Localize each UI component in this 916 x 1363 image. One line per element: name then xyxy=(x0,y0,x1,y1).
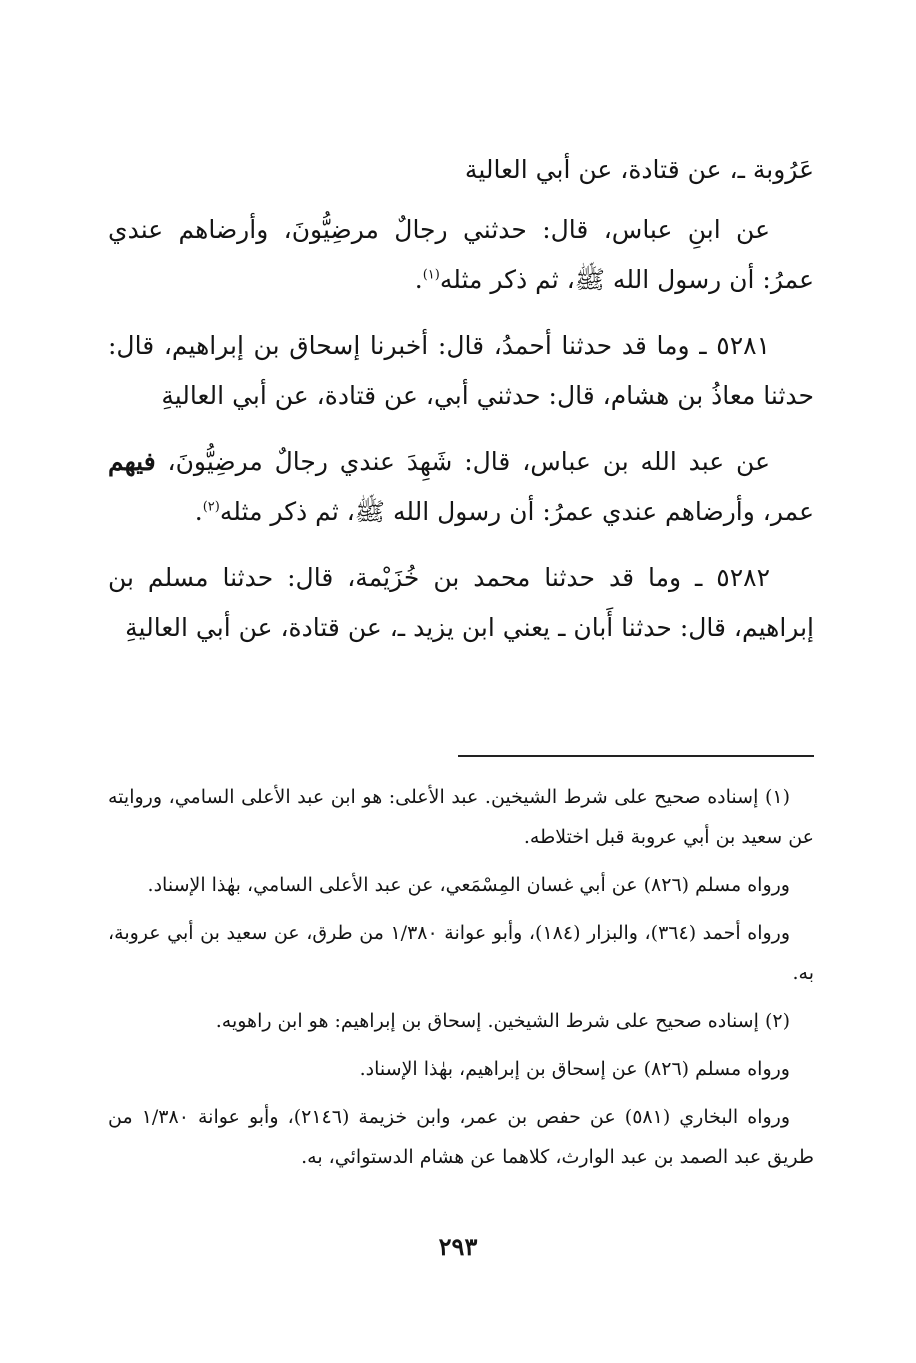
hadith-5282-text: وما قد حدثنا محمد بن خُزَيْمة، قال: حدثنا مسلم بن إبراهيم، قال: حدثنا أَبان ـ يعني ابن يزيد ـ، عن قتادة، عن أبي العاليةِ xyxy=(108,563,814,642)
hadith-5282-number: ٥٢٨٢ ـ xyxy=(695,563,770,592)
footnote-1-marker: (١) xyxy=(764,786,790,808)
footnote-2-marker: (٢) xyxy=(764,1010,790,1032)
main-text xyxy=(108,145,814,653)
opening-line-text: عَرُوبة ـ، عن قتادة، عن أبي العالية xyxy=(464,155,814,184)
hadith-5281 xyxy=(108,321,814,421)
footnote-1-line-3: ورواه أحمد (٣٦٤)، والبزار (١٨٤)، وأبو عوانة ١/٣٨٠ من طرق، عن سعيد بن أبي عروبة، به. xyxy=(108,922,814,984)
paragraph-2-text-continued: عمر، وأرضاهم عندي عمرُ: أن رسول الله ﷺ، ثم ذكر مثله xyxy=(219,497,814,526)
footnote-1 xyxy=(108,777,814,857)
hadith-5281-text: وما قد حدثنا أحمدُ، قال: أخبرنا إسحاق بن إبراهيم، قال: حدثنا معاذُ بن هشام، قال: حدثني أبي، عن قتادة، عن أبي العاليةِ xyxy=(108,331,814,410)
paragraph-1: عن ابنِ عباس، قال: حدثني رجالٌ مرضِيُّونَ، وأرضاهم عندي عمرُ: أن رسول الله ﷺ، ثم ذكر مثله$^{(١)}$. xyxy=(108,215,814,294)
footnote-1-line-2: ورواه مسلم (٨٢٦) عن أبي غسان المِسْمَعي، عن عبد الأعلى السامي، بهٰذا الإسناد. xyxy=(147,874,790,896)
opening-line xyxy=(108,145,814,195)
hadith-5282 xyxy=(108,553,814,653)
footnote-2-paragraph-3 xyxy=(108,1097,814,1177)
paragraph-2-text: عن عبد الله بن عباس، قال: شَهِدَ عندي رجالٌ مرضِيُّونَ، xyxy=(167,447,770,476)
hadith-5281-number: ٥٢٨١ ـ xyxy=(699,331,770,360)
footnote-1-paragraph-3 xyxy=(108,913,814,993)
paragraph-1-text: عن ابنِ عباس، قال: حدثني رجالٌ مرضِيُّونَ، وأرضاهم عندي عمرُ: أن رسول الله ﷺ، ثم ذكر مثله xyxy=(108,215,814,294)
paragraph-2: عن عبد الله بن عباس، قال: شَهِدَ عندي رجالٌ مرضِيُّونَ، فيهم عمر، وأرضاهم عندي عمرُ: أن رسول الله ﷺ، ثم ذكر مثله$^{(٢)}$. xyxy=(108,447,814,526)
footnote-ref-1[interactable]: (١) xyxy=(422,267,440,283)
footnote-2-paragraph-2 xyxy=(108,1049,814,1089)
page-content xyxy=(108,145,814,1168)
footnote-divider xyxy=(458,755,814,757)
footnote-2-line-3: ورواه البخاري (٥٨١) عن حفص بن عمر، وابن خزيمة (٢١٤٦)، وأبو عوانة ١/٣٨٠ من طريق عبد الصمد بن عبد الوارث، كلاهما عن هشام الدستوائي، به. xyxy=(108,1106,814,1168)
footnote-2-line-1: إسناده صحيح على شرط الشيخين. إسحاق بن إبراهيم: هو ابن راهويه. xyxy=(215,1010,759,1032)
paragraph-2-bold-word: فيهم xyxy=(108,447,156,476)
footnote-2 xyxy=(108,1001,814,1041)
footnote-1-paragraph-2 xyxy=(108,865,814,905)
footnote-2-line-2: ورواه مسلم (٨٢٦) عن إسحاق بن إبراهيم، بهٰذا الإسناد. xyxy=(359,1058,790,1080)
footnote-ref-2[interactable]: (٢) xyxy=(202,499,220,515)
footnotes xyxy=(108,777,814,1185)
footnote-1-line-1: إسناده صحيح على شرط الشيخين. عبد الأعلى: هو ابن عبد الأعلى السامي، وروايته عن سعيد بن أبي عروبة قبل اختلاطه. xyxy=(108,786,814,848)
page-number: ٢٩٣ xyxy=(438,1232,478,1261)
